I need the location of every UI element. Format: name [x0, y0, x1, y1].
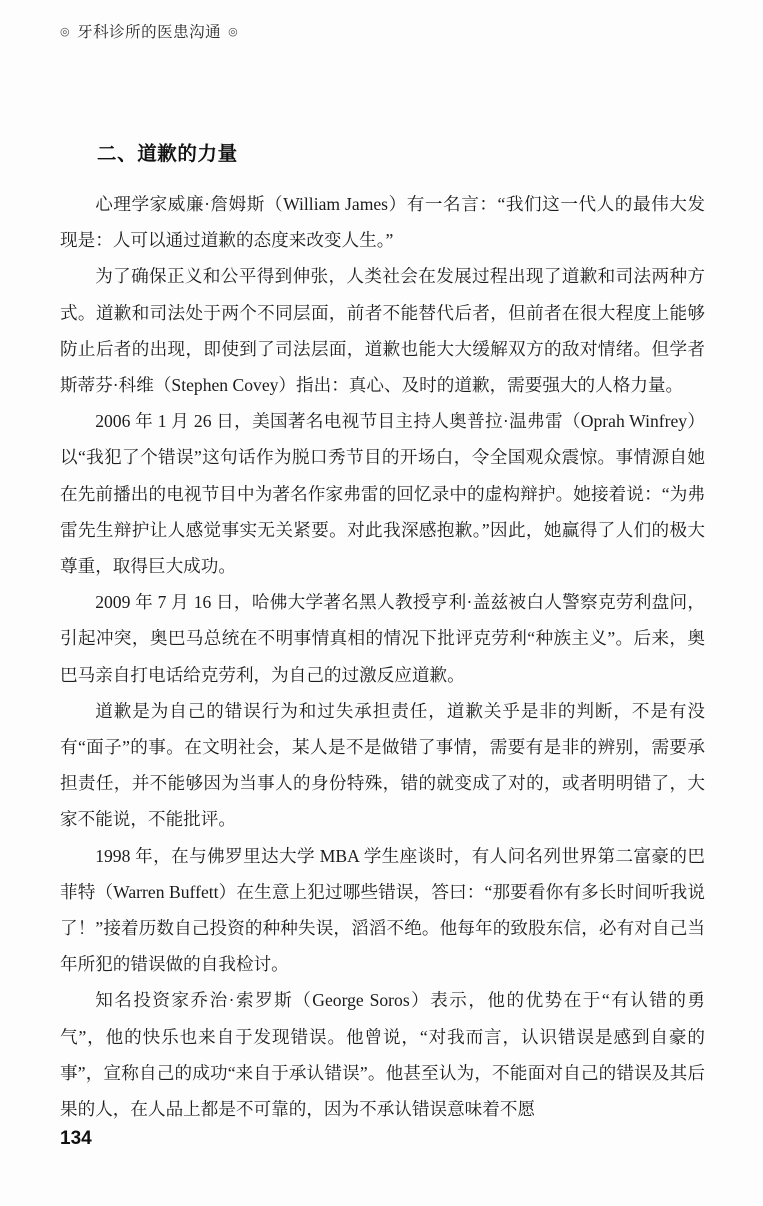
running-head — [60, 20, 238, 42]
running-head-text: 牙科诊所的医患沟通 — [77, 24, 222, 41]
paragraph-5: 道歉是为自己的错误行为和过失承担责任，道歉关乎是非的判断，不是有没有“面子”的事。在文明社会，某人是不是做错了事情，需要有是非的辨别，需要承担责任，并不能够因为当事人的身份特殊，错的就变成了对的，或者明明错了，大家不能说，不能批评。 — [60, 700, 705, 830]
ornament-left-icon: ◎ — [60, 25, 71, 38]
paragraph-1: 心理学家威廉·詹姆斯（William James）有一名言：“我们这一代人的最伟大发现是：人可以通过道歉的态度来改变人生。” — [60, 194, 705, 251]
page-number: 134 — [60, 1128, 92, 1149]
ornament-right-icon: ◎ — [228, 25, 239, 38]
paragraph-2: 为了确保正义和公平得到伸张，人类社会在发展过程出现了道歉和司法两种方式。道歉和司法处于两个不同层面，前者不能替代后者，但前者在很大程度上能够防止后者的出现，即使到了司法层面，道歉也能大大缓解双方的敌对情绪。但学者斯蒂芬·科维（Stephen Covey）指出：真心、及时的道歉，需要强大的人格力量。 — [60, 266, 705, 396]
paragraph-6: 1998 年，在与佛罗里达大学 MBA 学生座谈时，有人问名列世界第二富豪的巴菲特（Warren Buffett）在生意上犯过哪些错误，答曰：“那要看你有多长时间听我说了！”接着历数自己投资的种种失误，滔滔不绝。他每年的致股东信，必有对自己当年所犯的错误做的自我检讨。 — [60, 845, 705, 975]
body-text — [60, 186, 705, 1127]
background-watermark — [330, 60, 670, 150]
paragraph-7: 知名投资家乔治·索罗斯（George Soros）表示，他的优势在于“有认错的勇气”，他的快乐也来自于发现错误。他曾说，“对我而言，认识错误是感到自豪的事”，宣称自己的成功“来自于承认错误”。他甚至认为，不能面对自己的错误及其后果的人，在人品上都是不可靠的，因为不承认错误意味着不愿 — [60, 990, 705, 1120]
paragraph-3: 2006 年 1 月 26 日，美国著名电视节目主持人奥普拉·温弗雷（Oprah Winfrey）以“我犯了个错误”这句话作为脱口秀节目的开场白，令全国观众震惊。事情源自她在先前播出的电视节目中为著名作家弗雷的回忆录中的虚构辩护。她接着说：“为弗雷先生辩护让人感觉事实无关紧要。对此我深感抱歉。”因此，她赢得了人们的极大尊重，取得巨大成功。 — [60, 411, 705, 577]
paragraph-4: 2009 年 7 月 16 日，哈佛大学著名黑人教授亨利·盖兹被白人警察克劳利盘问，引起冲突，奥巴马总统在不明事情真相的情况下批评克劳利“种族主义”。后来，奥巴马亲自打电话给克劳利，为自己的过激反应道歉。 — [60, 592, 705, 685]
section-title: 二、道歉的力量 — [97, 144, 238, 166]
